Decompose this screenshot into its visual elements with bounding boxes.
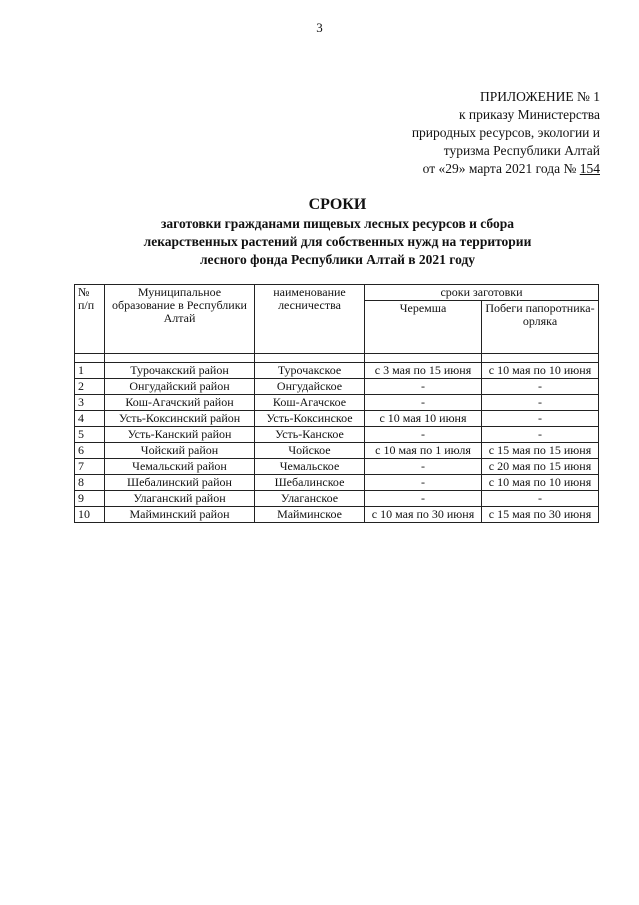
table-row (75, 363, 599, 379)
schedule-table (74, 284, 599, 523)
order-number: 154 (579, 161, 600, 176)
header-municipality: Муниципальное образование в Республики Алтай (105, 285, 255, 354)
appendix-title: ПРИЛОЖЕНИЕ № 1 (479, 89, 600, 104)
cell-ramson: с 10 мая 10 июня (365, 411, 482, 427)
cell-forestry: Чемальское (255, 459, 365, 475)
cell-forestry: Онгудайское (255, 379, 365, 395)
cell-ramson: - (365, 395, 482, 411)
cell-num: 7 (75, 459, 105, 475)
header-num: № п/п (75, 285, 105, 354)
cell-fern: с 20 мая по 15 июня (482, 459, 599, 475)
cell-num: 4 (75, 411, 105, 427)
cell-forestry: Шебалинское (255, 475, 365, 491)
document-title (60, 195, 615, 269)
table-row (75, 427, 599, 443)
cell-fern: - (482, 411, 599, 427)
cell-ramson: с 3 мая по 15 июня (365, 363, 482, 379)
cell-ramson: - (365, 459, 482, 475)
cell-fern: - (482, 379, 599, 395)
cell-ramson: с 10 мая по 30 июня (365, 507, 482, 523)
cell-municipality: Турочакский район (105, 363, 255, 379)
title-line: лекарственных растений для собственных нужд на территории (143, 234, 532, 249)
header-fern: Побеги папоротника-орляка (482, 301, 599, 354)
cell-municipality: Кош-Агачский район (105, 395, 255, 411)
cell-municipality: Усть-Коксинский район (105, 411, 255, 427)
cell-ramson: - (365, 475, 482, 491)
appendix-line: к приказу Министерства (458, 107, 600, 122)
cell-num: 6 (75, 443, 105, 459)
cell-forestry: Майминское (255, 507, 365, 523)
table-row (75, 475, 599, 491)
cell-fern: с 15 мая по 15 июня (482, 443, 599, 459)
cell-forestry: Усть-Канское (255, 427, 365, 443)
appendix-line: природных ресурсов, экологии и (411, 125, 600, 140)
cell-ramson: - (365, 427, 482, 443)
title-line: лесного фонда Республики Алтай в 2021 году (199, 252, 476, 267)
cell-ramson: - (365, 379, 482, 395)
table-row (75, 411, 599, 427)
cell-num: 8 (75, 475, 105, 491)
cell-forestry: Чойское (255, 443, 365, 459)
table-row (75, 459, 599, 475)
cell-municipality: Усть-Канский район (105, 427, 255, 443)
cell-num: 1 (75, 363, 105, 379)
cell-num: 3 (75, 395, 105, 411)
cell-municipality: Чемальский район (105, 459, 255, 475)
cell-municipality: Чойский район (105, 443, 255, 459)
cell-num: 10 (75, 507, 105, 523)
title-line: заготовки гражданами пищевых лесных ресурсов и сбора (160, 216, 515, 231)
header-terms: сроки заготовки (365, 285, 599, 301)
cell-municipality: Шебалинский район (105, 475, 255, 491)
cell-num: 2 (75, 379, 105, 395)
table-row (75, 507, 599, 523)
cell-forestry: Улаганское (255, 491, 365, 507)
appendix-date-line (330, 160, 600, 178)
cell-municipality: Майминский район (105, 507, 255, 523)
table-row (75, 491, 599, 507)
table-body (75, 363, 599, 523)
table-row (75, 395, 599, 411)
table-row (75, 443, 599, 459)
header-spacer-row (75, 354, 599, 363)
cell-fern: с 15 мая по 30 июня (482, 507, 599, 523)
cell-ramson: - (365, 491, 482, 507)
cell-forestry: Кош-Агачское (255, 395, 365, 411)
table-row (75, 379, 599, 395)
header-ramson: Черемша (365, 301, 482, 354)
title-main: СРОКИ (308, 196, 367, 213)
cell-ramson: с 10 мая по 1 июля (365, 443, 482, 459)
cell-municipality: Улаганский район (105, 491, 255, 507)
cell-forestry: Усть-Коксинское (255, 411, 365, 427)
cell-forestry: Турочакское (255, 363, 365, 379)
cell-fern: - (482, 395, 599, 411)
cell-fern: - (482, 491, 599, 507)
appendix-line: туризма Республики Алтай (443, 143, 600, 158)
cell-num: 5 (75, 427, 105, 443)
cell-fern: с 10 мая по 10 июня (482, 475, 599, 491)
appendix-date-prefix: от «29» марта 2021 года № (422, 161, 580, 176)
cell-fern: с 10 мая по 10 июня (482, 363, 599, 379)
appendix-header (330, 88, 600, 178)
page-number: 3 (316, 20, 323, 35)
cell-num: 9 (75, 491, 105, 507)
cell-fern: - (482, 427, 599, 443)
cell-municipality: Онгудайский район (105, 379, 255, 395)
header-forestry: наименование лесничества (255, 285, 365, 354)
